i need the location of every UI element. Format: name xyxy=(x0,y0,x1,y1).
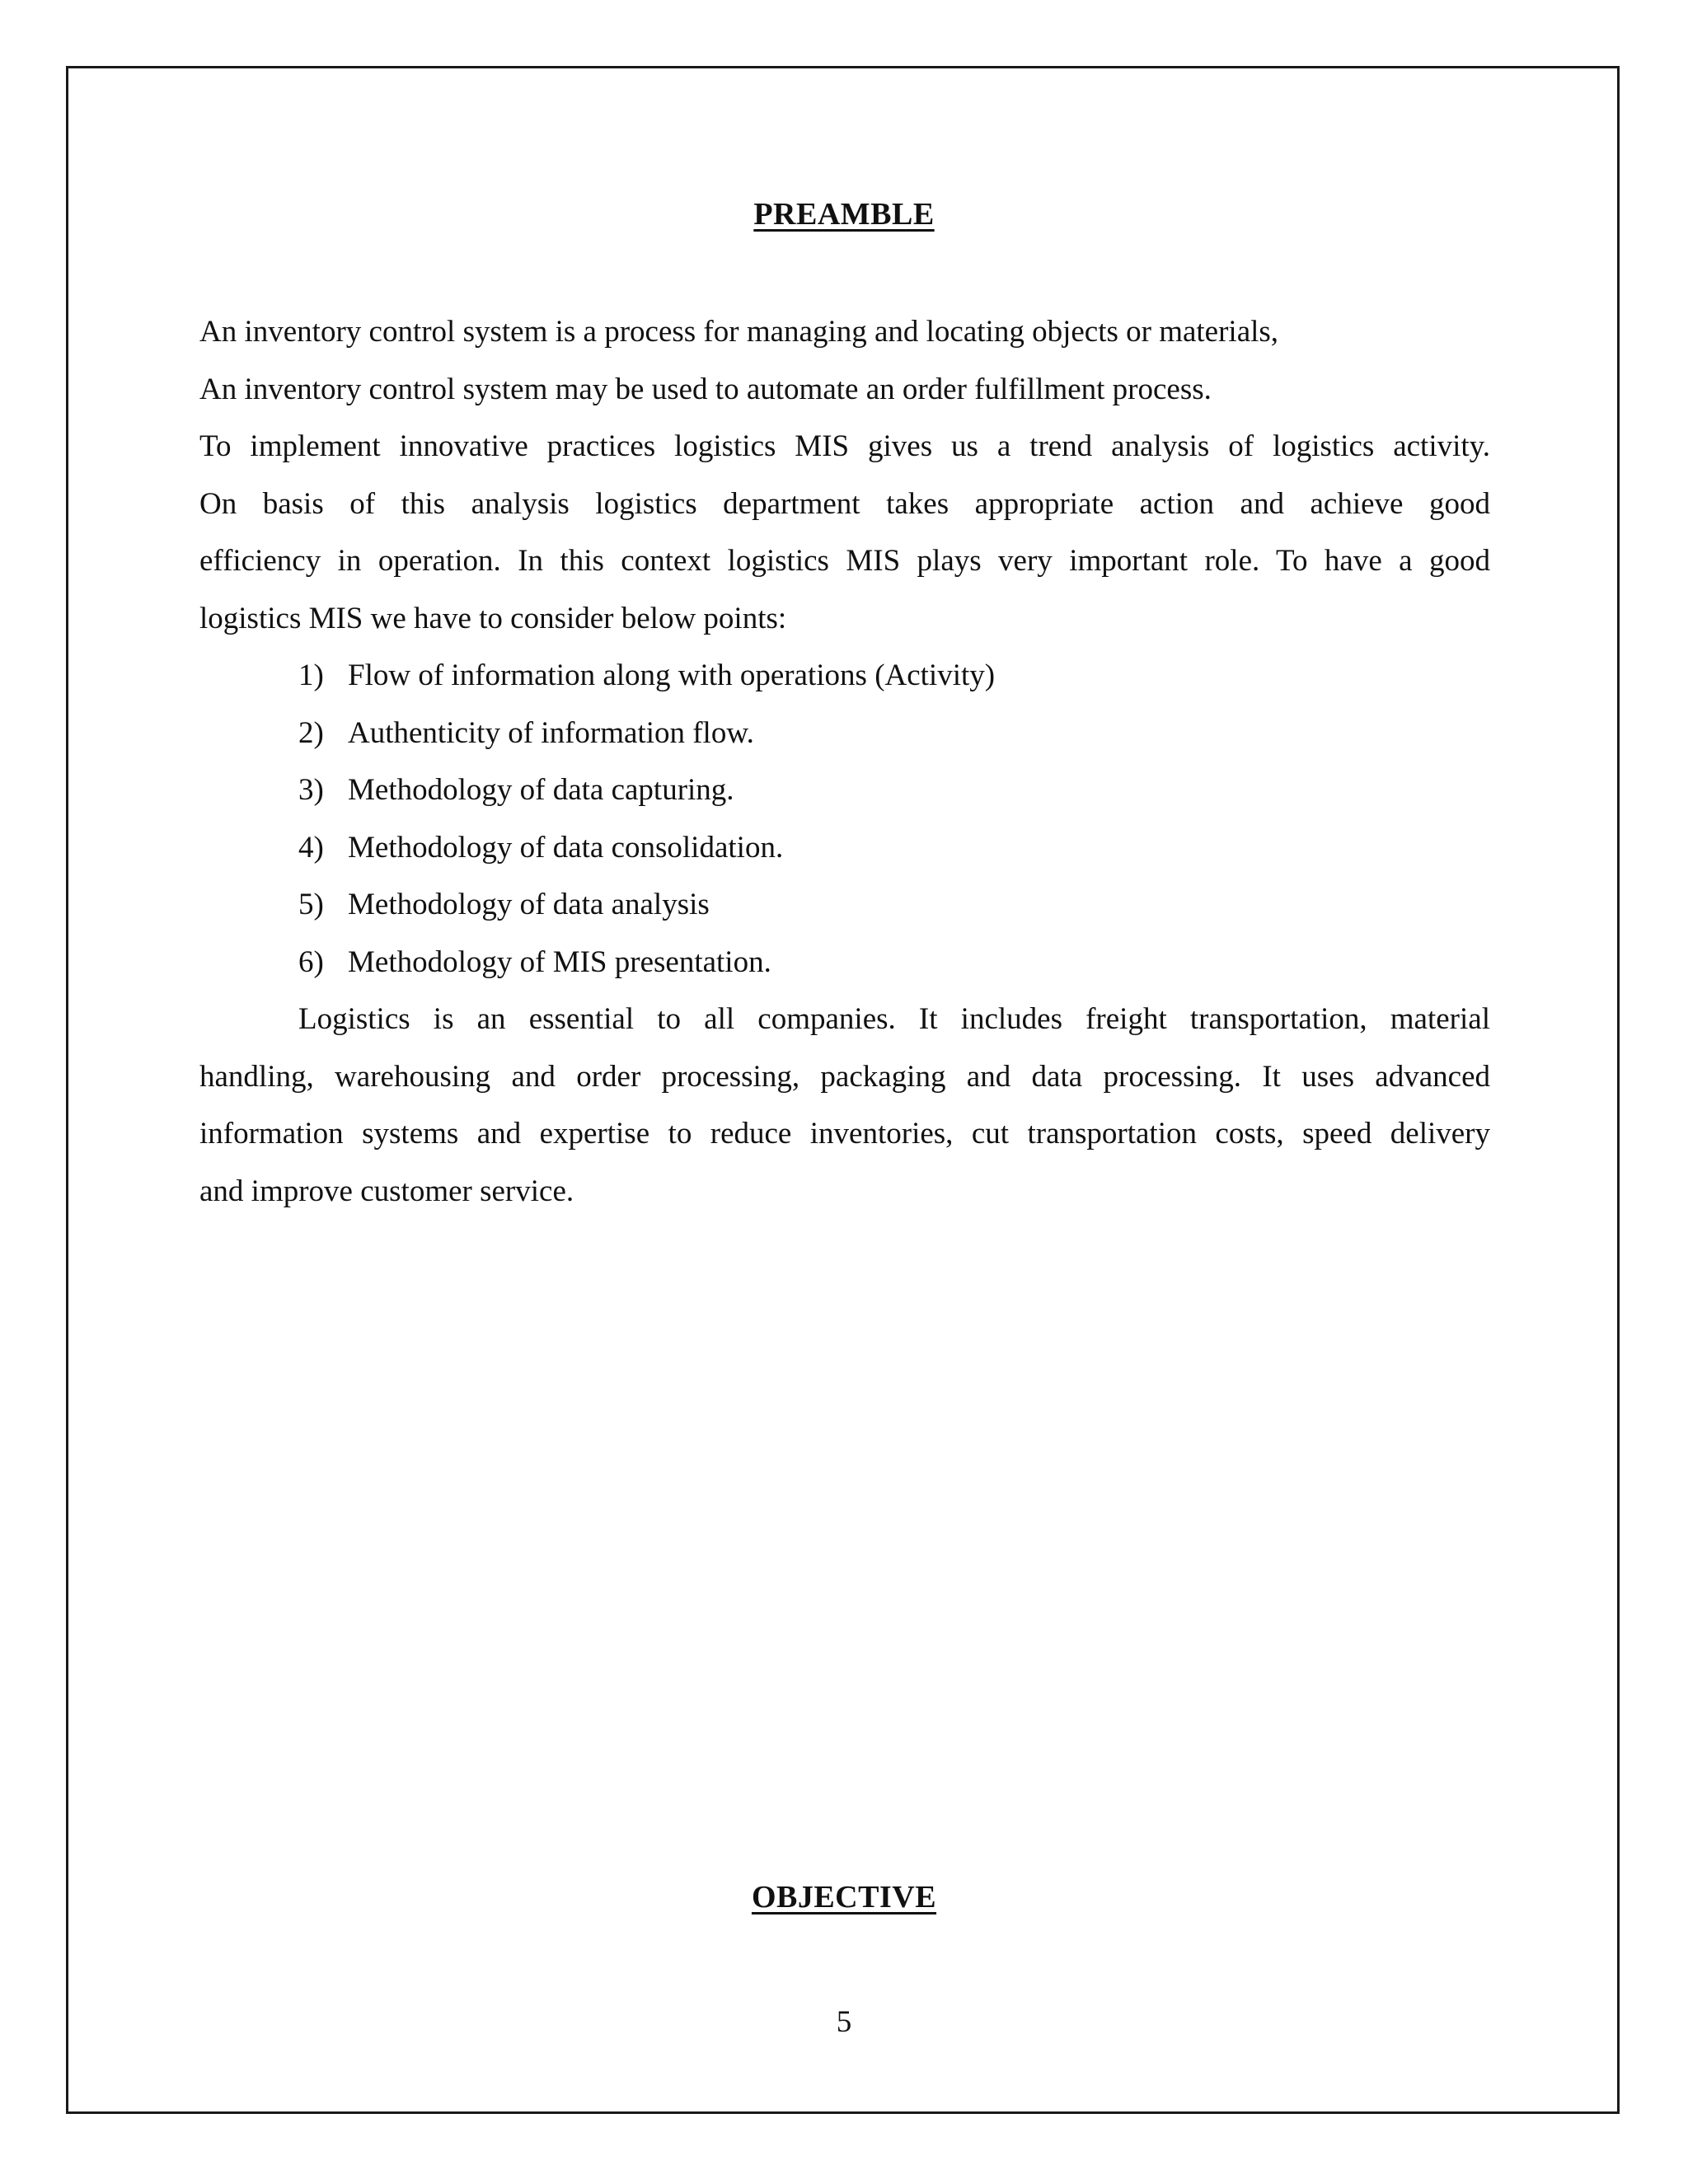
body-line: An inventory control system may be used to automate an order fulfillment process. xyxy=(199,372,1212,406)
list-item-number: 5) xyxy=(298,888,324,921)
body-line: On basis of this analysis logistics department takes appropriate action and achieve good xyxy=(199,486,1490,521)
list-item-text: Flow of information along with operations (Activity) xyxy=(348,658,996,692)
points-list xyxy=(199,647,1490,991)
page-number: 5 xyxy=(836,2005,852,2039)
list-item-number: 2) xyxy=(298,715,324,750)
list-item-text: Authenticity of information flow. xyxy=(348,715,754,750)
list-item-number: 6) xyxy=(298,944,324,979)
list-item xyxy=(199,762,1490,819)
list-item xyxy=(199,934,1490,991)
list-item xyxy=(199,647,1490,705)
body-line: efficiency in operation. In this context logistics MIS plays very important role. To have a good xyxy=(199,544,1490,578)
list-item-text: Methodology of data analysis xyxy=(348,888,710,921)
body-line: Logistics is an essential to all companies. It includes freight transportation, material xyxy=(298,1002,1490,1036)
list-item-text: Methodology of data capturing. xyxy=(348,773,734,807)
list-item-text: Methodology of MIS presentation. xyxy=(348,944,771,979)
body-line: To implement innovative practices logistics MIS gives us a trend analysis of logistics activity. xyxy=(199,429,1490,463)
body-line: handling, warehousing and order processing, packaging and data processing. It uses advanced xyxy=(199,1059,1490,1094)
objective-heading: OBJECTIVE xyxy=(751,1880,937,1915)
body-line: and improve customer service. xyxy=(199,1174,574,1208)
list-item xyxy=(199,705,1490,762)
list-item-text: Methodology of data consolidation. xyxy=(348,830,784,865)
list-item xyxy=(199,876,1490,934)
preamble-heading: PREAMBLE xyxy=(753,197,935,232)
body-line: logistics MIS we have to consider below points: xyxy=(199,601,787,635)
list-item-number: 3) xyxy=(298,773,324,807)
body-line: An inventory control system is a process for managing and locating objects or materials, xyxy=(199,315,1279,349)
list-item-number: 1) xyxy=(298,658,324,692)
body-line: information systems and expertise to reduce inventories, cut transportation costs, speed delivery xyxy=(199,1117,1490,1151)
preamble-body xyxy=(199,303,1490,1220)
list-item xyxy=(199,819,1490,877)
list-item-number: 4) xyxy=(298,830,324,865)
